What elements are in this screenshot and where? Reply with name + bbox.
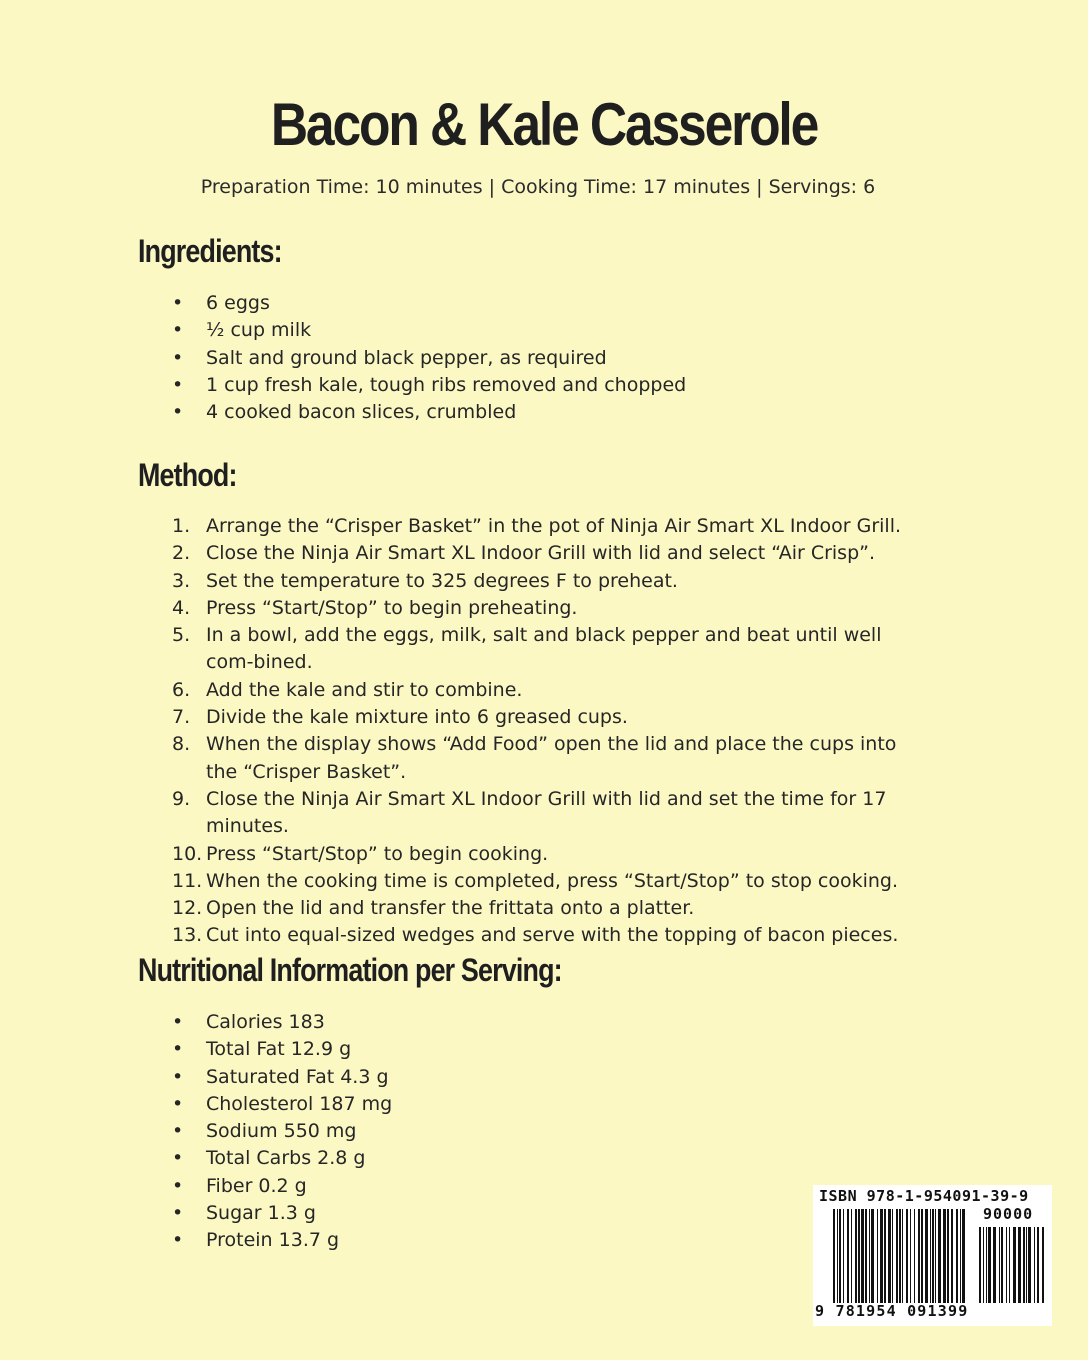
barcode-bar bbox=[993, 1227, 996, 1303]
method-step: 5. In a bowl, add the eggs, milk, salt and black pepper and beat until well com-bined. bbox=[172, 624, 882, 674]
barcode-bar bbox=[988, 1227, 991, 1303]
barcode-bar bbox=[896, 1209, 898, 1303]
barcode-bar bbox=[861, 1209, 864, 1303]
method-step: 7. Divide the kale mixture into 6 greased cups. bbox=[172, 706, 628, 729]
barcode-bar bbox=[877, 1209, 878, 1303]
barcode-bar bbox=[851, 1209, 852, 1303]
barcode-bar bbox=[960, 1209, 961, 1303]
method-step: 4. Press “Start/Stop” to begin preheating. bbox=[172, 596, 578, 619]
list-item: • Sugar 1.3 g bbox=[0, 1200, 906, 1227]
bullet-icon: • bbox=[172, 1229, 184, 1252]
bullet-icon: • bbox=[172, 292, 184, 314]
barcode-bar bbox=[935, 1209, 936, 1303]
bullet-icon: • bbox=[172, 346, 184, 369]
barcode-bar bbox=[1023, 1227, 1025, 1303]
barcode-bar bbox=[930, 1209, 931, 1303]
isbn-label: ISBN 978-1-954091-39-9 bbox=[819, 1187, 1029, 1205]
barcode-bar bbox=[892, 1209, 893, 1303]
bullet-icon: • bbox=[172, 1202, 184, 1225]
list-item: • Saturated Fat 4.3 g bbox=[0, 1064, 906, 1091]
barcode-bar bbox=[902, 1209, 903, 1303]
method-step: 1. Arrange the “Crisper Basket” in the pot of Ninja Air Smart XL Indoor Grill. bbox=[172, 515, 902, 537]
barcode-bar bbox=[1006, 1227, 1007, 1303]
barcode-bar bbox=[979, 1227, 981, 1303]
method-step: 13. Cut into equal-sized wedges and serve with the topping of bacon pieces. bbox=[172, 924, 899, 947]
bullet-icon: • bbox=[172, 1147, 184, 1170]
method-list bbox=[0, 513, 906, 950]
barcode-bar bbox=[1018, 1227, 1021, 1303]
bullet-icon: • bbox=[172, 319, 184, 342]
barcode-bar bbox=[925, 1209, 928, 1303]
bullet-icon: • bbox=[172, 401, 184, 424]
price-code: 90000 bbox=[983, 1205, 1034, 1223]
barcode-bar bbox=[839, 1209, 841, 1303]
barcode-bar bbox=[1013, 1227, 1016, 1303]
bullet-icon: • bbox=[172, 1038, 184, 1061]
list-item: • Sodium 550 mg bbox=[0, 1118, 906, 1145]
barcode-bar bbox=[855, 1209, 857, 1303]
barcode-number: 9 781954 091399 bbox=[815, 1302, 969, 1320]
barcode-bar bbox=[1034, 1227, 1035, 1303]
method-step: 2. Close the Ninja Air Smart XL Indoor Grill with lid and select “Air Crisp”. bbox=[172, 542, 876, 565]
isbn-barcode bbox=[813, 1185, 1052, 1326]
barcode-bar bbox=[943, 1209, 946, 1303]
barcode-bar bbox=[956, 1209, 958, 1303]
recipe-title: Bacon & Kale Casserole bbox=[270, 91, 818, 158]
method-step: 11. When the cooking time is completed, press “Start/Stop” to stop cooking. bbox=[172, 869, 899, 892]
bullet-icon: • bbox=[172, 1120, 184, 1143]
barcode-bar bbox=[858, 1209, 860, 1303]
barcode-bar bbox=[932, 1209, 934, 1303]
barcode-bar bbox=[833, 1209, 835, 1303]
barcode-bar bbox=[962, 1209, 965, 1303]
bullet-icon: • bbox=[172, 1011, 184, 1033]
method-step: 6. Add the kale and stir to combine. bbox=[172, 678, 523, 701]
barcode-bar bbox=[938, 1209, 941, 1303]
barcode-bar bbox=[910, 1209, 911, 1303]
list-item: • Cholesterol 187 mg bbox=[0, 1091, 906, 1118]
barcode-bar bbox=[983, 1227, 984, 1303]
list-item: • Fiber 0.2 g bbox=[0, 1173, 906, 1200]
method-step: 9. Close the Ninja Air Smart XL Indoor Grill with lid and set the time for 17 minutes. bbox=[172, 787, 887, 838]
barcode-bar bbox=[869, 1209, 870, 1303]
barcode-bar bbox=[986, 1227, 987, 1303]
list-item: • 6 eggs bbox=[0, 290, 906, 317]
bullet-icon: • bbox=[172, 1092, 184, 1115]
barcode-bar bbox=[865, 1209, 867, 1303]
bullet-icon: • bbox=[172, 1065, 184, 1088]
barcode-bar bbox=[1026, 1227, 1027, 1303]
method-step: 8. When the display shows “Add Food” open the lid and place the cups into the “Crisper Basket”. bbox=[172, 733, 897, 783]
list-item: • 4 cooked bacon slices, crumbled bbox=[0, 399, 906, 426]
barcode-bar bbox=[880, 1209, 883, 1303]
list-item: • Salt and ground black pepper, as required bbox=[0, 345, 906, 372]
barcode-bar bbox=[899, 1209, 901, 1303]
barcode-bar bbox=[1028, 1227, 1031, 1303]
barcode-bar bbox=[1042, 1227, 1044, 1303]
ingredients-heading: Ingredients: bbox=[138, 233, 282, 269]
barcode-bar bbox=[999, 1227, 1000, 1303]
method-step: 10. Press “Start/Stop” to begin cooking. bbox=[172, 842, 549, 865]
barcode-bar bbox=[1001, 1227, 1003, 1303]
bullet-icon: • bbox=[172, 373, 184, 396]
barcode-bar bbox=[843, 1209, 844, 1303]
method-step: 3. Set the temperature to 325 degrees F to preheat. bbox=[172, 569, 678, 592]
barcode-bar bbox=[906, 1209, 908, 1303]
list-item: • Calories 183 bbox=[0, 1009, 906, 1036]
barcode-bar bbox=[837, 1209, 838, 1303]
nutrition-list bbox=[0, 1009, 906, 1255]
barcode-bar bbox=[884, 1209, 886, 1303]
barcode-bar bbox=[1009, 1227, 1010, 1303]
list-item: • ½ cup milk bbox=[0, 317, 906, 344]
method-heading: Method: bbox=[138, 457, 237, 493]
nutrition-heading: Nutritional Information per Serving: bbox=[138, 952, 562, 988]
barcode-bar bbox=[871, 1209, 874, 1303]
ingredients-list bbox=[0, 290, 906, 426]
bullet-icon: • bbox=[172, 1174, 184, 1197]
barcode-bar bbox=[1037, 1227, 1039, 1303]
method-step: 12. Open the lid and transfer the frittata onto a platter. bbox=[172, 897, 695, 920]
barcode-bar bbox=[921, 1209, 923, 1303]
list-item: • Total Fat 12.9 g bbox=[0, 1036, 906, 1063]
barcode-bar bbox=[918, 1209, 920, 1303]
barcode-bar bbox=[888, 1209, 891, 1303]
barcode-bar bbox=[847, 1209, 849, 1303]
barcode-bar bbox=[951, 1209, 953, 1303]
list-item: • Protein 13.7 g bbox=[0, 1227, 906, 1254]
barcode-bar bbox=[914, 1209, 915, 1303]
barcode-bar bbox=[947, 1209, 949, 1303]
list-item: • 1 cup fresh kale, tough ribs removed and chopped bbox=[0, 372, 906, 399]
recipe-meta: Preparation Time: 10 minutes | Cooking Time: 17 minutes | Servings: 6 bbox=[200, 176, 876, 198]
list-item: • Total Carbs 2.8 g bbox=[0, 1145, 906, 1172]
